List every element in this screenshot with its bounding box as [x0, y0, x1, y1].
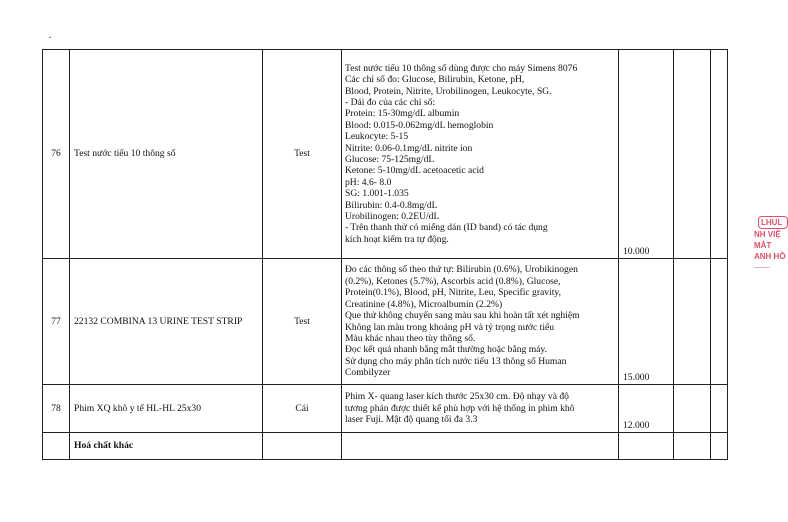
spec-line: Que thử không chuyển sang màu sau khi hoàn tất xét nghiệm: [345, 310, 580, 322]
empty-cell: [619, 433, 674, 460]
group-header-row: [43, 433, 728, 460]
spec-line: Đọc kết quả nhanh bằng mắt thường hoặc bằng máy.: [345, 344, 548, 356]
spec-line: Blood, Protein, Nitrite, Urobilinogen, Leukocyte, SG.: [345, 85, 552, 97]
spec-line: Ketone: 5-10mg/dL acetoacetic acid: [345, 165, 484, 177]
spec-line: Nitrite: 0.06-0.1mg/dL nitrite ion: [345, 142, 473, 154]
item-name: 22132 COMBINA 13 URINE TEST STRIP: [70, 259, 263, 385]
empty-cell: [43, 433, 70, 460]
stamp-text: ——: [754, 263, 770, 272]
margin-dot: ·: [48, 30, 52, 44]
spec-line: Bilirubin: 0.4-0.8mg/dL: [345, 199, 438, 211]
spec-line: Urobilinogen: 0.2EU/dL: [345, 211, 440, 223]
supply-table: [42, 49, 728, 460]
empty-cell: [711, 433, 728, 460]
spec-line: Combilyzer: [345, 367, 391, 379]
item-unit: Test: [263, 259, 342, 385]
group-header: Hoá chất khác: [70, 433, 263, 460]
row-number: 78: [43, 385, 70, 433]
item-spec: [342, 385, 619, 433]
item-spec: [342, 50, 619, 259]
empty-cell: [711, 259, 728, 385]
spec-line: Đo các thông số theo thứ tự: Bilirubin (0.6%), Urobikinogen: [345, 264, 578, 276]
spec-line: pH: 4.6- 8.0: [345, 176, 392, 188]
row-number: 77: [43, 259, 70, 385]
spec-line: Creatinine (4.8%), Microalbumin (2.2%): [345, 298, 503, 310]
spec-line: Phim X- quang laser kích thước 25x30 cm. Độ nhạy và độ: [345, 391, 569, 403]
item-unit: Cái: [263, 385, 342, 433]
spec-line: - Trên thanh thử có miếng dán (ID band) có tác dụng: [345, 222, 548, 234]
empty-cell: [711, 385, 728, 433]
item-spec: [342, 259, 619, 385]
stamp-text: ANH HỒ: [754, 252, 786, 261]
spec-line: tương phản được thiết kế phù hợp với hệ thống in phim khô: [345, 402, 575, 414]
stamp-text: MẮT: [754, 241, 772, 250]
item-unit: Test: [263, 50, 342, 259]
item-name: Test nước tiểu 10 thông số: [70, 50, 263, 259]
spec-line: - Dải đo của các chỉ số:: [345, 96, 436, 108]
empty-cell: [674, 259, 711, 385]
spec-line: Không lan màu trong khoảng pH và tỷ trọng nước tiểu: [345, 321, 555, 333]
item-name: Phim XQ khô y tế HL-HL 25x30: [70, 385, 263, 433]
spec-line: kích hoạt kiểm tra tự động.: [345, 233, 449, 245]
spec-line: Sử dụng cho máy phân tích nước tiểu 13 thông số Human: [345, 355, 567, 367]
spec-line: Leukocyte: 5-15: [345, 131, 409, 143]
item-quantity: 15.000: [619, 259, 674, 385]
stamp-text: NH VIỆ: [754, 230, 781, 239]
table-row: [43, 385, 728, 433]
empty-cell: [674, 50, 711, 259]
spec-line: Protein: 15-30mg/dL albumin: [345, 108, 460, 120]
red-seal-stamp: [754, 216, 788, 300]
item-quantity: 10.000: [619, 50, 674, 259]
spec-line: Blood: 0.015-0.062mg/dL hemoglobin: [345, 119, 494, 131]
empty-cell: [711, 50, 728, 259]
spec-line: Test nước tiểu 10 thông số dùng được cho máy Simens 8076: [345, 62, 578, 74]
row-number: 76: [43, 50, 70, 259]
spec-line: Protein(0.1%), Blood, pH, Nitrite, Leu, Specific gravity,: [345, 287, 561, 299]
empty-cell: [674, 433, 711, 460]
empty-cell: [674, 385, 711, 433]
empty-cell: [263, 433, 342, 460]
table-row: [43, 50, 728, 259]
table-row: [43, 259, 728, 385]
spec-line: Các chỉ số đo: Glucose, Bilirubin, Ketone, pH,: [345, 74, 525, 86]
spec-line: (0.2%), Ketones (5.7%), Ascorbis acid (0.8%), Glucose,: [345, 275, 561, 287]
item-quantity: 12.000: [619, 385, 674, 433]
spec-line: SG: 1.001-1.035: [345, 188, 409, 200]
spec-line: Màu khác nhau theo tùy thông số.: [345, 332, 476, 344]
spec-line: laser Fuji. Mật độ quang tối đa 3.3: [345, 414, 478, 426]
stamp-text: LHUL: [758, 216, 788, 229]
empty-cell: [342, 433, 619, 460]
spec-line: Glucose: 75-125mg/dL: [345, 154, 435, 165]
